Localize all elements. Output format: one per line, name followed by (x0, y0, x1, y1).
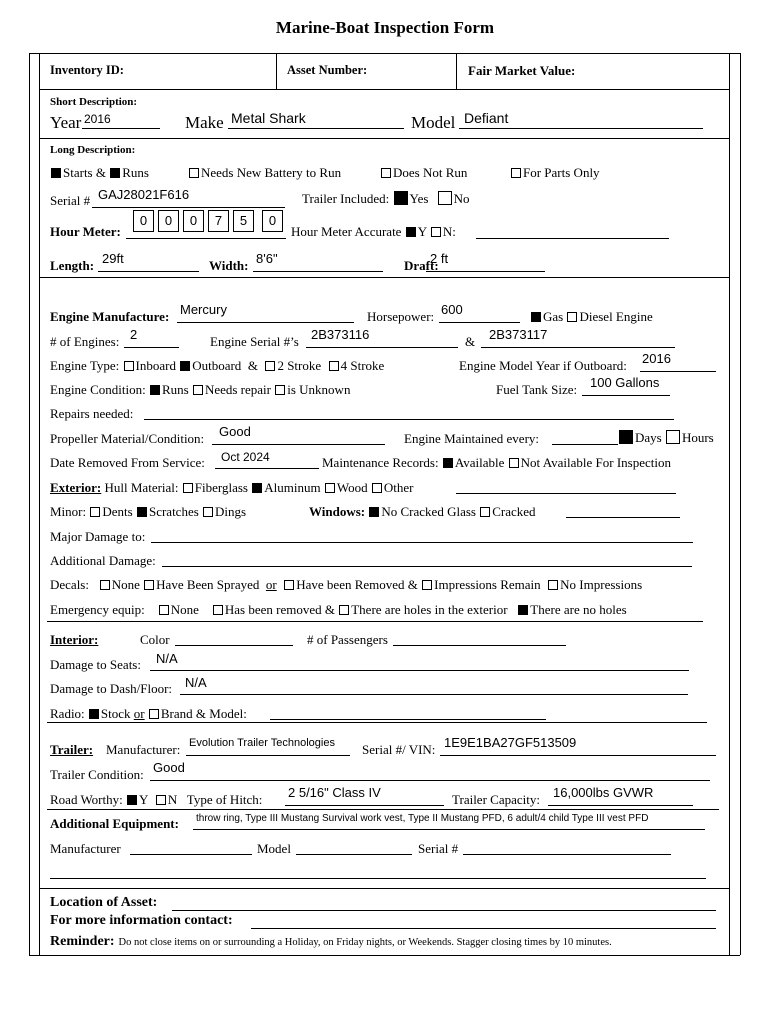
year-underline (82, 128, 160, 129)
dash-underline (180, 694, 688, 695)
impressions-label: Impressions Remain (434, 577, 541, 592)
radio-label: Radio: (50, 706, 85, 721)
records-not-available-label: Not Available For Inspection (520, 455, 671, 470)
equipment-extra-underline (50, 878, 706, 879)
gas-checkbox[interactable] (531, 312, 541, 322)
brand-underline (270, 719, 546, 720)
frame-right-inner (729, 53, 730, 955)
trailer-included-label: Trailer Included: (302, 191, 390, 206)
horsepower-underline (439, 322, 520, 323)
no-impressions-label: No Impressions (560, 577, 643, 592)
reminder-row (50, 932, 612, 950)
header-divider-1 (276, 53, 277, 89)
unknown-checkbox[interactable] (275, 385, 285, 395)
decals-none-label: None (111, 577, 140, 592)
width-underline (253, 271, 383, 272)
color-label: Color (140, 632, 170, 647)
emergency-none-checkbox[interactable] (159, 605, 169, 615)
length-underline (98, 271, 199, 272)
trailer-included-row (302, 191, 470, 207)
dents-label: Dents (102, 504, 133, 519)
hour-digit-3[interactable]: 0 (183, 210, 204, 232)
decals-removed-checkbox[interactable] (284, 580, 294, 590)
aluminum-checkbox[interactable] (252, 483, 262, 493)
maintenance-records-label: Maintenance Records: (322, 455, 439, 470)
days-label: Days (635, 430, 662, 445)
two-stroke-checkbox[interactable] (265, 361, 275, 371)
capacity-underline (548, 805, 693, 806)
no-holes-label: There are no holes (530, 602, 627, 617)
short-description-label: Short Description: (50, 96, 138, 108)
model-year-value[interactable]: 2016 (642, 351, 671, 366)
contact-label: For more information contact: (50, 913, 233, 928)
roadworthy-no-checkbox[interactable] (156, 795, 166, 805)
location-label: Location of Asset: (50, 895, 158, 910)
equipment-serial-label: Serial # (418, 841, 459, 856)
hitch-label: Type of Hitch: (186, 792, 263, 807)
fuel-type-row (530, 309, 653, 325)
header-bottom-line (39, 89, 729, 90)
trailer-yes-label: Yes (409, 191, 429, 206)
engine-condition-row (50, 382, 350, 398)
frame-top (29, 53, 740, 54)
no-cracked-checkbox[interactable] (369, 507, 379, 517)
dents-checkbox[interactable] (90, 507, 100, 517)
emergency-removed-label: Has been removed & (224, 602, 335, 617)
trailer-yes-checkbox[interactable] (394, 191, 408, 205)
reminder-label: Reminder: (50, 934, 115, 949)
num-engines-value[interactable]: 2 (130, 327, 138, 342)
repairs-needed-label: Repairs needed: (50, 406, 134, 421)
hour-digit-6[interactable]: 0 (262, 210, 283, 232)
make-underline (228, 128, 404, 129)
make-label: Make (185, 113, 224, 132)
roadworthy-label: Road Worthy: (50, 792, 123, 807)
date-removed-label: Date Removed From Service: (50, 455, 205, 470)
width-value[interactable]: 8'6" (256, 251, 278, 266)
trailer-condition-underline (150, 780, 710, 781)
hour-digit-1[interactable]: 0 (133, 210, 154, 232)
hour-digit-2[interactable]: 0 (158, 210, 179, 232)
fuel-tank-value[interactable]: 100 Gallons (590, 375, 660, 390)
no-cracked-label: No Cracked Glass (381, 504, 476, 519)
hours-label: Hours (681, 430, 714, 445)
equipment-label: Additional Equipment: (50, 816, 179, 831)
length-value[interactable]: 29ft (102, 251, 124, 266)
maintained-options (618, 430, 714, 446)
fuel-tank-underline (582, 395, 670, 396)
emergency-label: Emergency equip: (50, 602, 145, 617)
model-year-label: Engine Model Year if Outboard: (459, 358, 627, 373)
minor-damage-row (50, 504, 246, 520)
decals-none-checkbox[interactable] (100, 580, 110, 590)
hour-accurate-label: Hour Meter Accurate (291, 224, 402, 239)
fiberglass-label: Fiberglass (194, 480, 248, 495)
does-not-run-label: Does Not Run (393, 165, 468, 180)
vin-underline (440, 755, 716, 756)
equipment-manufacturer-label: Manufacturer (50, 841, 121, 856)
exterior-bottom-line (47, 621, 703, 622)
trailer-no-label: No (453, 191, 470, 206)
date-removed-underline (215, 468, 319, 469)
make-value[interactable]: Metal Shark (231, 110, 306, 126)
major-damage-underline (151, 542, 693, 543)
color-underline (175, 645, 293, 646)
decals-row (50, 577, 642, 593)
short-desc-bottom-line (39, 138, 729, 139)
for-parts-label: For Parts Only (523, 165, 600, 180)
num-engines-label: # of Engines: (50, 334, 120, 349)
needs-repair-label: Needs repair (204, 382, 271, 397)
capacity-label: Trailer Capacity: (452, 792, 540, 807)
model-value[interactable]: Defiant (464, 110, 509, 126)
records-not-available-checkbox[interactable] (509, 458, 519, 468)
holes-checkbox[interactable] (339, 605, 349, 615)
outboard-label: Outboard (192, 358, 242, 373)
runs-label: Runs (122, 165, 149, 180)
model-year-underline (640, 371, 716, 372)
needs-battery-option (188, 165, 341, 181)
seats-underline (150, 670, 689, 671)
hour-accurate-yes-checkbox[interactable] (406, 227, 416, 237)
dings-checkbox[interactable] (203, 507, 213, 517)
form-title: Marine-Boat Inspection Form (275, 18, 495, 37)
hour-accurate-yes-label: Y (417, 224, 427, 239)
does-not-run-option (380, 165, 467, 181)
starts-checkbox[interactable] (51, 168, 61, 178)
equipment-model-label: Model (257, 841, 291, 856)
emergency-removed-checkbox[interactable] (213, 605, 223, 615)
wood-checkbox[interactable] (325, 483, 335, 493)
dings-label: Dings (215, 504, 247, 519)
engine-condition-label: Engine Condition: (50, 382, 146, 397)
engine-serial-amp: & (465, 334, 476, 349)
hour-digit-4[interactable]: 7 (208, 210, 229, 232)
equipment-manufacturer-underline (130, 854, 252, 855)
roadworthy-row (50, 792, 262, 808)
hour-accurate-underline (476, 238, 669, 239)
four-stroke-checkbox[interactable] (329, 361, 339, 371)
roadworthy-yes-checkbox[interactable] (127, 795, 137, 805)
other-underline (456, 493, 676, 494)
inboard-checkbox[interactable] (124, 361, 134, 371)
year-label: Year (50, 113, 82, 132)
vin-value[interactable]: 1E9E1BA27GF513509 (444, 735, 577, 750)
fiberglass-checkbox[interactable] (183, 483, 193, 493)
does-not-run-checkbox[interactable] (381, 168, 391, 178)
trailer-heading: Trailer: (50, 742, 94, 757)
holes-label: There are holes in the exterior (351, 602, 508, 617)
year-value[interactable]: 2016 (84, 112, 111, 126)
minor-label: Minor: (50, 504, 87, 519)
asset-number-label: Asset Number: (287, 63, 368, 77)
impressions-checkbox[interactable] (422, 580, 432, 590)
records-available-label: Available (454, 455, 505, 470)
stock-label: Stock (100, 706, 131, 721)
engine-serial2-underline (481, 347, 675, 348)
sprayed-checkbox[interactable] (144, 580, 154, 590)
scratches-label: Scratches (148, 504, 199, 519)
decals-or: or (265, 577, 277, 592)
seats-value[interactable]: N/A (156, 651, 178, 666)
dash-value[interactable]: N/A (185, 675, 207, 690)
horsepower-value[interactable]: 600 (441, 302, 463, 317)
engine-type-label: Engine Type: (50, 358, 120, 373)
propeller-underline (212, 444, 385, 445)
maintained-underline (552, 444, 618, 445)
days-checkbox[interactable] (619, 430, 633, 444)
draft-underline (426, 271, 545, 272)
windows-label: Windows: (309, 504, 366, 519)
radio-or: or (133, 706, 145, 721)
condition-row (50, 165, 149, 181)
engine-runs-label: Runs (161, 382, 189, 397)
starts-label: Starts & (63, 165, 106, 180)
no-impressions-checkbox[interactable] (548, 580, 558, 590)
cracked-checkbox[interactable] (480, 507, 490, 517)
other-checkbox[interactable] (372, 483, 382, 493)
hour-accurate-row (291, 224, 456, 240)
width-label: Width: (209, 258, 249, 273)
draft-value[interactable]: 2 ft (430, 251, 449, 266)
hitch-underline (285, 805, 444, 806)
hour-meter-label: Hour Meter: (50, 224, 121, 239)
no-holes-checkbox[interactable] (518, 605, 528, 615)
frame-bottom (29, 955, 740, 956)
major-damage-label: Major Damage to: (50, 529, 146, 544)
hitch-value[interactable]: 2 5/16" Class IV (288, 785, 381, 800)
maintained-label: Engine Maintained every: (404, 431, 540, 446)
draft-label: Draft: (404, 258, 439, 273)
model-label: Model (411, 113, 456, 132)
frame-left-inner (39, 53, 40, 955)
hour-accurate-no-label: N: (442, 224, 456, 239)
windows-row (309, 504, 536, 520)
num-engines-underline (124, 347, 179, 348)
additional-damage-label: Additional Damage: (50, 553, 156, 568)
engine-manufacturer-label: Engine Manufacture: (50, 309, 170, 324)
brand-label: Brand & Model: (160, 706, 247, 721)
exterior-heading: Exterior: (50, 480, 102, 495)
aluminum-label: Aluminum (264, 480, 321, 495)
roadworthy-no-label: N (167, 792, 178, 807)
long-description-label: Long Description: (50, 144, 136, 156)
length-label: Length: (50, 258, 95, 273)
needs-battery-label: Needs New Battery to Run (201, 165, 342, 180)
inboard-label: Inboard (135, 358, 176, 373)
trailer-manufacturer-value[interactable]: Evolution Trailer Technologies (189, 737, 335, 749)
emergency-row (50, 602, 627, 618)
passengers-label: # of Passengers (307, 632, 388, 647)
seats-label: Damage to Seats: (50, 657, 141, 672)
engine-serials-label: Engine Serial #’s (210, 334, 299, 349)
maintenance-records-row (322, 455, 671, 471)
inventory-id-label: Inventory ID: (50, 63, 124, 77)
header-divider-2 (456, 53, 457, 89)
fair-market-value-label: Fair Market Value: (468, 63, 576, 78)
unknown-label: is Unknown (287, 382, 351, 397)
records-available-checkbox[interactable] (443, 458, 453, 468)
hour-box-baseline (126, 238, 286, 239)
for-parts-checkbox[interactable] (511, 168, 521, 178)
trailer-manufacturer-label: Manufacturer: (106, 742, 181, 757)
interior-bottom-line (47, 722, 707, 723)
date-removed-value[interactable]: Oct 2024 (221, 450, 270, 464)
equipment-bottom-line (39, 888, 729, 889)
equipment-serial-underline (463, 854, 671, 855)
engine-runs-checkbox[interactable] (150, 385, 160, 395)
engine-type-and: & (247, 358, 258, 373)
serial-value[interactable]: GAJ28021F616 (98, 187, 190, 202)
stock-checkbox[interactable] (89, 709, 99, 719)
sprayed-label: Have Been Sprayed (156, 577, 260, 592)
location-underline (172, 910, 716, 911)
scratches-checkbox[interactable] (137, 507, 147, 517)
needs-repair-checkbox[interactable] (193, 385, 203, 395)
capacity-value[interactable]: 16,000lbs GVWR (553, 785, 654, 800)
engine-serial1-value[interactable]: 2B373116 (311, 327, 370, 342)
equipment-model-underline (296, 854, 412, 855)
contact-underline (251, 928, 716, 929)
runs-checkbox[interactable] (110, 168, 120, 178)
diesel-label: Diesel Engine (579, 309, 653, 324)
additional-damage-underline (162, 566, 692, 567)
interior-heading: Interior: (50, 632, 99, 647)
trailer-no-checkbox[interactable] (438, 191, 452, 205)
for-parts-option (510, 165, 600, 181)
serial-label: Serial # (50, 193, 91, 208)
roadworthy-yes-label: Y (139, 792, 149, 807)
engine-manufacturer-underline (177, 322, 354, 323)
equipment-underline (193, 829, 705, 830)
passengers-underline (393, 645, 566, 646)
model-underline (459, 128, 703, 129)
four-stroke-label: 4 Stroke (340, 358, 385, 373)
two-stroke-label: 2 Stroke (277, 358, 322, 373)
needs-battery-checkbox[interactable] (189, 168, 199, 178)
radio-row (50, 706, 247, 722)
engine-serial1-underline (306, 347, 458, 348)
other-label: Other (383, 480, 414, 495)
reminder-text: Do not close items on or surrounding a Holiday, on Friday nights, or Weekends. Stagger closing times by 10 minutes. (118, 937, 612, 948)
hour-digit-5[interactable]: 5 (233, 210, 254, 232)
frame-left-outer (29, 53, 30, 955)
outboard-checkbox[interactable] (180, 361, 190, 371)
trailer-manufacturer-underline (186, 755, 350, 756)
trailer-bottom-line (47, 809, 719, 810)
engine-manufacturer-value[interactable]: Mercury (180, 302, 227, 317)
decals-removed-label: Have been Removed & (296, 577, 418, 592)
horsepower-label: Horsepower: (367, 309, 435, 324)
hours-checkbox[interactable] (666, 430, 680, 444)
engine-serial2-value[interactable]: 2B373117 (489, 327, 548, 342)
gas-label: Gas (543, 309, 564, 324)
diesel-checkbox[interactable] (567, 312, 577, 322)
repairs-needed-underline (144, 419, 674, 420)
propeller-value[interactable]: Good (219, 424, 251, 439)
engine-type-row (50, 358, 384, 374)
engine-section-top (39, 277, 729, 278)
serial-underline (92, 207, 285, 208)
cracked-label: Cracked (492, 504, 536, 519)
exterior-row (50, 480, 413, 496)
fuel-tank-label: Fuel Tank Size: (496, 382, 578, 397)
cracked-underline (566, 517, 680, 518)
hull-material-label: Hull Material: (104, 480, 179, 495)
trailer-condition-value[interactable]: Good (153, 760, 185, 775)
hour-accurate-no-checkbox[interactable] (431, 227, 441, 237)
decals-label: Decals: (50, 577, 89, 592)
trailer-condition-label: Trailer Condition: (50, 767, 144, 782)
vin-label: Serial #/ VIN: (362, 742, 436, 757)
brand-checkbox[interactable] (149, 709, 159, 719)
emergency-none-label: None (170, 602, 199, 617)
frame-right-outer (740, 53, 741, 955)
wood-label: Wood (336, 480, 368, 495)
dash-label: Damage to Dash/Floor: (50, 681, 173, 696)
equipment-value[interactable]: throw ring, Type III Mustang Survival work vest, Type II Mustang PFD, 6 adult/4 child Type III vest PFD (196, 813, 649, 824)
propeller-label: Propeller Material/Condition: (50, 431, 205, 446)
